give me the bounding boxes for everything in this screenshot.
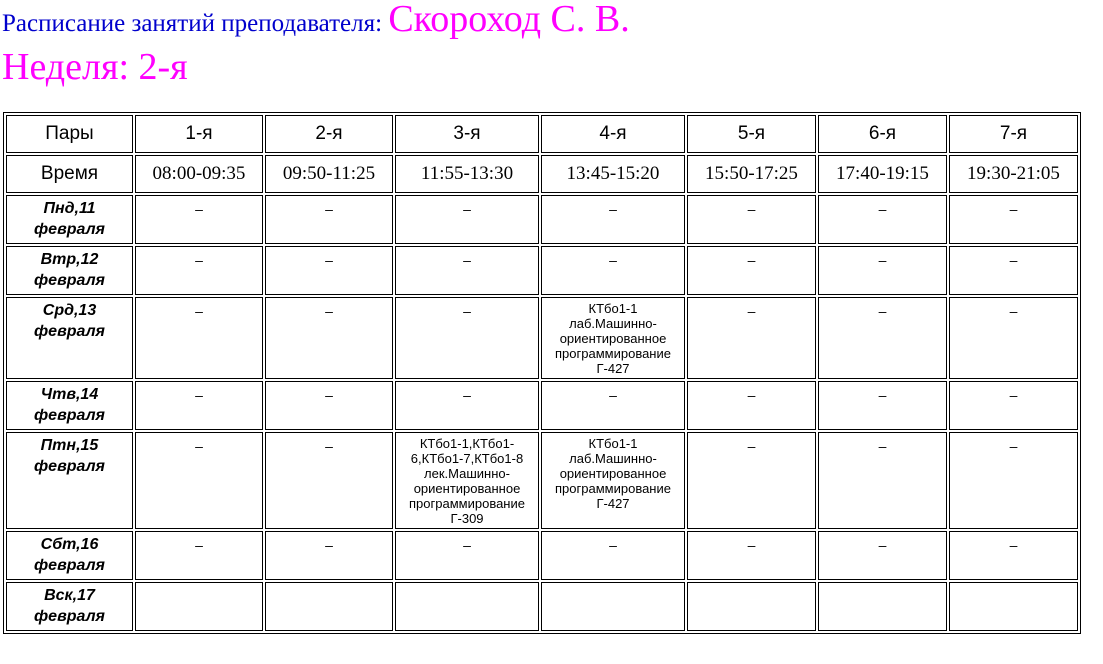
- empty-slot-dash: –: [195, 252, 203, 268]
- day-label: [6, 297, 133, 379]
- class-entry: КТбо1-1 лаб.Машинно- ориентированное программирование Г-427: [555, 301, 671, 376]
- pairs-header-label: Пары: [6, 115, 133, 153]
- empty-slot-dash: –: [463, 303, 471, 319]
- schedule-cell: [818, 432, 947, 529]
- time-header-label: Время: [6, 155, 133, 193]
- time-slot: 15:50-17:25: [687, 155, 816, 193]
- schedule-cell: [818, 246, 947, 295]
- title-label: Расписание занятий преподавателя:: [2, 10, 389, 37]
- pair-number-header: 7-я: [949, 115, 1078, 153]
- schedule-cell: [949, 246, 1078, 295]
- empty-slot-dash: –: [463, 252, 471, 268]
- schedule-cell: [265, 297, 393, 379]
- empty-slot-dash: –: [463, 201, 471, 217]
- empty-slot-dash: –: [1009, 438, 1018, 454]
- empty-slot-dash: –: [878, 438, 887, 454]
- week-label: Неделя: 2-я: [2, 46, 188, 88]
- schedule-cell: [949, 582, 1078, 631]
- empty-slot-dash: –: [195, 387, 203, 403]
- class-entry: КТбо1-1,КТбо1- 6,КТбо1-7,КТбо1-8 лек.Машинно- ориентированное программирование Г-309: [409, 436, 525, 526]
- empty-slot-dash: –: [1009, 537, 1018, 553]
- day-name: Чтв,14: [40, 386, 99, 403]
- day-month: февраля: [34, 272, 105, 289]
- schedule-cell: [395, 246, 539, 295]
- pairs-row: [6, 115, 1078, 153]
- empty-slot-dash: –: [325, 537, 333, 553]
- schedule-cell: [949, 195, 1078, 244]
- time-slot: 19:30-21:05: [949, 155, 1078, 193]
- time-slot: 11:55-13:30: [395, 155, 539, 193]
- schedule-cell: [395, 381, 539, 430]
- time-slot: 08:00-09:35: [135, 155, 263, 193]
- schedule-cell: [265, 432, 393, 529]
- schedule-cell: [395, 195, 539, 244]
- pair-number-header: 3-я: [395, 115, 539, 153]
- schedule-cell: [395, 297, 539, 379]
- day-name: Втр,12: [40, 251, 99, 268]
- empty-slot-dash: –: [878, 303, 887, 319]
- empty-slot-dash: –: [878, 387, 887, 403]
- schedule-cell: [395, 432, 539, 529]
- empty-slot-dash: –: [1009, 387, 1018, 403]
- day-name: Сбт,16: [40, 536, 99, 553]
- empty-slot-dash: –: [609, 537, 617, 553]
- empty-slot-dash: –: [325, 201, 333, 217]
- day-month: февраля: [34, 323, 105, 340]
- schedule-cell: [135, 246, 263, 295]
- schedule-cell: [687, 531, 816, 580]
- schedule-cell: [949, 381, 1078, 430]
- empty-slot-dash: –: [747, 537, 756, 553]
- empty-slot-dash: –: [1009, 201, 1018, 217]
- day-label: [6, 195, 133, 244]
- empty-slot-dash: –: [325, 387, 333, 403]
- schedule-cell: [949, 297, 1078, 379]
- empty-slot-dash: –: [878, 201, 887, 217]
- day-row: [6, 582, 1078, 631]
- time-row: [6, 155, 1078, 193]
- schedule-cell: [818, 297, 947, 379]
- schedule-cell: [135, 381, 263, 430]
- empty-slot-dash: –: [195, 438, 203, 454]
- schedule-cell: [265, 381, 393, 430]
- empty-slot-dash: –: [747, 438, 756, 454]
- day-name: Пнд,11: [43, 200, 96, 217]
- schedule-cell: [818, 582, 947, 631]
- empty-slot-dash: –: [878, 252, 887, 268]
- empty-slot-dash: –: [463, 387, 471, 403]
- empty-slot-dash: –: [325, 303, 333, 319]
- empty-slot-dash: –: [325, 252, 333, 268]
- day-label: [6, 582, 133, 631]
- day-row: [6, 381, 1078, 430]
- schedule-cell: [395, 582, 539, 631]
- day-label: [6, 531, 133, 580]
- day-row: [6, 531, 1078, 580]
- schedule-cell: [949, 432, 1078, 529]
- schedule-cell: [265, 531, 393, 580]
- empty-slot-dash: –: [878, 537, 887, 553]
- empty-slot-dash: –: [1009, 303, 1018, 319]
- pair-number-header: 4-я: [541, 115, 685, 153]
- schedule-cell: [687, 432, 816, 529]
- day-label: [6, 381, 133, 430]
- time-slot: 13:45-15:20: [541, 155, 685, 193]
- class-entry: КТбо1-1 лаб.Машинно- ориентированное программирование Г-427: [555, 436, 671, 511]
- day-month: февраля: [34, 608, 105, 625]
- time-slot: 17:40-19:15: [818, 155, 947, 193]
- empty-slot-dash: –: [609, 252, 617, 268]
- schedule-cell: [818, 195, 947, 244]
- empty-slot-dash: –: [747, 303, 756, 319]
- schedule-cell: [135, 531, 263, 580]
- empty-slot-dash: –: [325, 438, 333, 454]
- schedule-cell: [265, 195, 393, 244]
- day-name: Птн,15: [40, 437, 99, 454]
- pair-number-header: 2-я: [265, 115, 393, 153]
- day-month: февраля: [34, 557, 105, 574]
- empty-slot-dash: –: [195, 201, 203, 217]
- page-title: [2, 0, 630, 38]
- time-slot: 09:50-11:25: [265, 155, 393, 193]
- teacher-name: Скороход С. В.: [388, 0, 630, 40]
- schedule-cell: [395, 531, 539, 580]
- empty-slot-dash: –: [1009, 252, 1018, 268]
- schedule-cell: [265, 246, 393, 295]
- schedule-cell: [265, 582, 393, 631]
- day-row: [6, 432, 1078, 529]
- day-row: [6, 297, 1078, 379]
- schedule-cell: [135, 432, 263, 529]
- day-month: февраля: [34, 407, 105, 424]
- schedule-cell: [541, 432, 685, 529]
- schedule-cell: [541, 582, 685, 631]
- day-name: Вск,17: [44, 587, 95, 604]
- empty-slot-dash: –: [195, 303, 203, 319]
- schedule-cell: [687, 582, 816, 631]
- empty-slot-dash: –: [747, 252, 756, 268]
- schedule-cell: [541, 246, 685, 295]
- day-row: [6, 246, 1078, 295]
- empty-slot-dash: –: [463, 537, 471, 553]
- schedule-cell: [135, 297, 263, 379]
- schedule-cell: [135, 582, 263, 631]
- day-label: [6, 246, 133, 295]
- schedule-cell: [541, 381, 685, 430]
- day-month: февраля: [34, 458, 105, 475]
- schedule-cell: [949, 531, 1078, 580]
- schedule-cell: [687, 246, 816, 295]
- schedule-cell: [687, 381, 816, 430]
- schedule-cell: [541, 297, 685, 379]
- schedule-cell: [135, 195, 263, 244]
- empty-slot-dash: –: [747, 201, 756, 217]
- day-label: [6, 432, 133, 529]
- day-month: февраля: [34, 221, 105, 238]
- schedule-cell: [687, 195, 816, 244]
- schedule-cell: [541, 195, 685, 244]
- schedule-cell: [818, 531, 947, 580]
- schedule-cell: [541, 531, 685, 580]
- empty-slot-dash: –: [747, 387, 756, 403]
- schedule-cell: [687, 297, 816, 379]
- day-name: Срд,13: [42, 302, 97, 319]
- pair-number-header: 1-я: [135, 115, 263, 153]
- empty-slot-dash: –: [609, 387, 617, 403]
- empty-slot-dash: –: [195, 537, 203, 553]
- day-row: [6, 195, 1078, 244]
- pair-number-header: 5-я: [687, 115, 816, 153]
- schedule-table: [3, 112, 1081, 634]
- schedule-cell: [818, 381, 947, 430]
- empty-slot-dash: –: [609, 201, 617, 217]
- pair-number-header: 6-я: [818, 115, 947, 153]
